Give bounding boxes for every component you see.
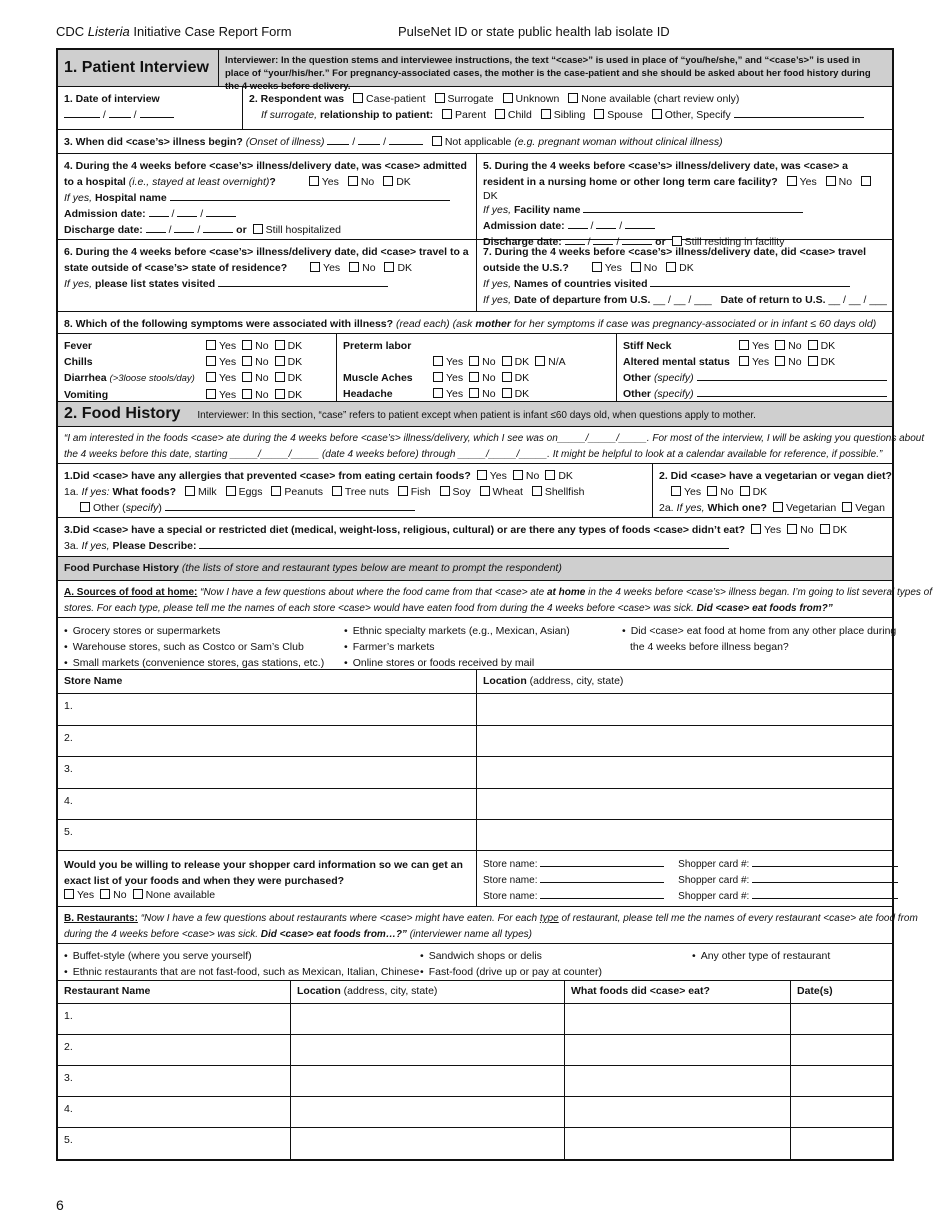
unknown-checkbox[interactable] [503,93,513,103]
mental-status-no-checkbox[interactable] [775,356,785,366]
allergy-no-checkbox[interactable] [513,470,523,480]
muscle-aches-yes-checkbox[interactable] [433,372,443,382]
q6-dk-checkbox[interactable] [384,262,394,272]
diet-yes-checkbox[interactable] [751,524,761,534]
table-row[interactable]: 2. [58,726,892,757]
restaurant-table-header: Restaurant Name Location (address, city, state) What foods did <case> eat? Date(s) [58,981,892,1004]
chills-yes-checkbox[interactable] [206,356,216,366]
vomiting-dk-checkbox[interactable] [275,389,285,399]
table-row[interactable]: 4. [58,789,892,820]
fever-no-checkbox[interactable] [242,340,252,350]
food-history-intro: “I am interested in the foods <case> ate during the 4 weeks before <case’s> illness/delivery, which I see was on_____/_____/_____. For most of the interview, I will be asking you questions about the 4 weeks before this date, starting _____/_____/_____ (date 4 weeks before) through _____/_____/_____. It might be helpful to look at a calendar available for reference, if possible.” [58,427,892,464]
q8-row: 8. Which of the following symptoms were associated with illness? (read each) (ask mother for her symptoms if case was pregnancy-associated or in infant ≤ 60 days old) [58,312,892,334]
chills-no-checkbox[interactable] [242,356,252,366]
fish-checkbox[interactable] [398,486,408,496]
preterm-na-checkbox[interactable] [535,356,545,366]
restaurant-types: • Buffet-style (where you serve yourself) • Ethnic restaurants that are not fast-food, such as Mexican, Italian, Chinese • Sandwich shops or delis • Fast-food (drive up or pay at counter) • Any other type of restaurant [58,944,892,981]
soy-checkbox[interactable] [440,486,450,496]
shopper-none-checkbox[interactable] [133,889,143,899]
special-diet-row: 3.Did <case> have a special or restricted diet (medical, weight-loss, religious, cultural) or are there any types of foods <case> didn’t eat? Yes No DK 3a. If yes, Please Describe: [58,518,892,557]
allergy-yes-checkbox[interactable] [477,470,487,480]
preterm-dk-checkbox[interactable] [502,356,512,366]
sources-intro: A. Sources of food at home: “Now I have a few questions about where the food came from that <case> ate at home in the 4 weeks before <case’s> illness began. I’m going to list several types of stores. For each type, please tell me the names of each store <case> would have eaten food from during the 4 weeks before <case> was sick. Did <case> eat foods from?” [58,581,892,618]
isolate-id-field[interactable]: PulseNet ID or state public health lab isolate ID [398,24,894,54]
vomiting-yes-checkbox[interactable] [206,389,216,399]
other-food-checkbox[interactable] [80,502,90,512]
section-1-header [58,50,892,92]
mental-status-dk-checkbox[interactable] [808,356,818,366]
q3-row: 3. When did <case’s> illness begin? (Onset of illness) / / Not applicable (e.g. pregnant woman without clinical illness) [58,130,892,154]
q4-no-checkbox[interactable] [348,176,358,186]
q4-yes-checkbox[interactable] [309,176,319,186]
shopper-yes-checkbox[interactable] [64,889,74,899]
q6-yes-checkbox[interactable] [310,262,320,272]
allergy-row: 1.Did <case> have any allergies that prevented <case> from eating certain foods? Yes No DK 1a. If yes: What foods? Milk Eggs Peanuts Tree nuts Fish Soy Wheat Shellfish Other (specify) 2. Did <case> have a vegetarian or vegan diet? Yes No DK 2a. If yes, Which one? Vegetarian Vegan [58,464,892,518]
child-checkbox[interactable] [495,109,505,119]
page-number: 6 [56,1197,64,1213]
headache-dk-checkbox[interactable] [502,388,512,398]
q4-dk-checkbox[interactable] [383,176,393,186]
restaurants-intro: B. Restaurants: “Now I have a few questions about restaurants where <case> might have eaten. For each type of restaurant, please tell me the names of every restaurant <case> ate food from during the 4 weeks before <case> was sick. Did <case> eat foods from…?” (interviewer name all types) [58,907,892,944]
still-hospitalized-checkbox[interactable] [253,224,263,234]
table-row[interactable]: 3. [58,1066,892,1097]
section-2-header [58,402,892,427]
vegetarian-checkbox[interactable] [773,502,783,512]
wheat-checkbox[interactable] [480,486,490,496]
preterm-no-checkbox[interactable] [469,356,479,366]
section-2-instruction: Interviewer: In this section, “case” refers to patient except when patient is infant ≤60 days old, when questions apply to mother. [197,410,756,421]
page-header [56,24,894,42]
q5-yes-checkbox[interactable] [787,176,797,186]
q6-no-checkbox[interactable] [349,262,359,272]
table-row[interactable]: 5. [58,820,892,851]
veg-yes-checkbox[interactable] [671,486,681,496]
form-title: CDC Listeria Initiative Case Report Form [56,24,292,39]
vegan-checkbox[interactable] [842,502,852,512]
table-row[interactable]: 4. [58,1097,892,1128]
spouse-checkbox[interactable] [594,109,604,119]
muscle-aches-no-checkbox[interactable] [469,372,479,382]
surrogate-checkbox[interactable] [435,93,445,103]
table-row[interactable]: 3. [58,757,892,789]
headache-yes-checkbox[interactable] [433,388,443,398]
other-relation-checkbox[interactable] [652,109,662,119]
diet-dk-checkbox[interactable] [820,524,830,534]
diarrhea-dk-checkbox[interactable] [275,372,285,382]
allergy-dk-checkbox[interactable] [545,470,555,480]
q7-dk-checkbox[interactable] [666,262,676,272]
headache-no-checkbox[interactable] [469,388,479,398]
case-report-form [56,48,933,1161]
case-patient-checkbox[interactable] [353,93,363,103]
veg-no-checkbox[interactable] [707,486,717,496]
q3-not-applicable-checkbox[interactable] [432,136,442,146]
diarrhea-yes-checkbox[interactable] [206,372,216,382]
tree-nuts-checkbox[interactable] [332,486,342,496]
shopper-no-checkbox[interactable] [100,889,110,899]
section-1-title: 1. Patient Interview [64,59,209,76]
symptoms-grid: Fever Yes No DK Chills Yes No DK Diarrhea (>3loose stools/day) Yes No DK Vomiting Yes No DK Preterm labor Yes No DK N/A Muscle Aches Yes No DK Headache Yes No DK Stiff Neck Yes No DK Altered mental status Yes No DK Other (specify) Other (specify) [58,334,892,402]
q5-dk-checkbox[interactable] [861,176,871,186]
q1-label: 1. Date of interview [64,93,160,105]
table-row[interactable]: 2. [58,1035,892,1066]
q7-no-checkbox[interactable] [631,262,641,272]
q4-q5-row: 4. During the 4 weeks before <case’s> illness/delivery date, was <case> admitted to a hospital (i.e., stayed at least overnight)? Yes No DK If yes, Hospital name Admission date: / / Discharge date: / / or Still hospitalized 5. During the 4 weeks before <case’s> illness/delivery date, was <case> a resident in a nursing home or other long term care facility? Yes No DK If yes, Facility name Admission date: / / Discharge date: / / or Still residing in facility [58,154,892,240]
section-2-title: 2. Food History [64,405,181,422]
muscle-aches-dk-checkbox[interactable] [502,372,512,382]
shopper-card-row: Would you be willing to release your shopper card information so we can get an exact list of your foods and when they were purchased? Yes No None available Store name: Shopper card #: Store name: Shopper card #: Store name: Shopper card #: [58,851,892,907]
chills-dk-checkbox[interactable] [275,356,285,366]
peanuts-checkbox[interactable] [271,486,281,496]
mental-status-yes-checkbox[interactable] [739,356,749,366]
table-row[interactable]: 5. [58,1128,892,1159]
preterm-yes-checkbox[interactable] [433,356,443,366]
interview-date-field[interactable]: / / [64,107,236,123]
q1-q2-row: 1. Date of interview / / 2. Respondent was Case-patient Surrogate Unknown None available (chart review only) If surrogate, relationship to patient: Parent Child Sibling Spouse Other, Specify [58,87,892,130]
eggs-checkbox[interactable] [226,486,236,496]
fever-yes-checkbox[interactable] [206,340,216,350]
diet-no-checkbox[interactable] [787,524,797,534]
stiff-neck-dk-checkbox[interactable] [808,340,818,350]
q5-no-checkbox[interactable] [826,176,836,186]
q6-q7-row: 6. During the 4 weeks before <case’s> illness/delivery date, did <case> travel to a state outside of <case’s> state of residence? Yes No DK If yes, please list states visited 7. During the 4 weeks before <case’s> illness/delivery date, did <case> travel outside the U.S.? Yes No DK If yes, Names of countries visited If yes, Date of departure from U.S. __ / __ / ___ Date of return to U.S. __ / __ / ___ [58,240,892,312]
section-1-instruction: Interviewer: In the question stems and interviewee instructions, the text “<case>” is used in place of “you/he/she,” and “<case’s>” is used in place of “your/his/her.” For pregnancy-associated cases, the mother is the case-patient and she should be asked about her food history during the 4 weeks before delivery. [218,50,892,86]
fever-dk-checkbox[interactable] [275,340,285,350]
q7-yes-checkbox[interactable] [592,262,602,272]
table-row[interactable]: 1. [58,1004,892,1035]
store-table-header: Store Name Location (address, city, state) [58,670,892,694]
parent-checkbox[interactable] [442,109,452,119]
store-types: • Grocery stores or supermarkets • Warehouse stores, such as Costco or Sam’s Club • Small markets (convenience stores, gas stations, etc.) • Ethnic specialty markets (e.g., Mexican, Asian) • Farmer’s markets • Online stores or foods received by mail • Did <case> eat food at home from any other place during the 4 weeks before illness began? [58,618,892,670]
purchase-history-header: Food Purchase History (the lists of store and restaurant types below are meant to prompt the respondent) [58,557,892,581]
stiff-neck-yes-checkbox[interactable] [739,340,749,350]
veg-dk-checkbox[interactable] [740,486,750,496]
sibling-checkbox[interactable] [541,109,551,119]
shellfish-checkbox[interactable] [532,486,542,496]
table-row[interactable]: 1. [58,694,892,726]
vomiting-no-checkbox[interactable] [242,389,252,399]
q2-label: 2. Respondent was [249,93,345,105]
none-available-checkbox[interactable] [568,93,578,103]
diarrhea-no-checkbox[interactable] [242,372,252,382]
milk-checkbox[interactable] [185,486,195,496]
stiff-neck-no-checkbox[interactable] [775,340,785,350]
